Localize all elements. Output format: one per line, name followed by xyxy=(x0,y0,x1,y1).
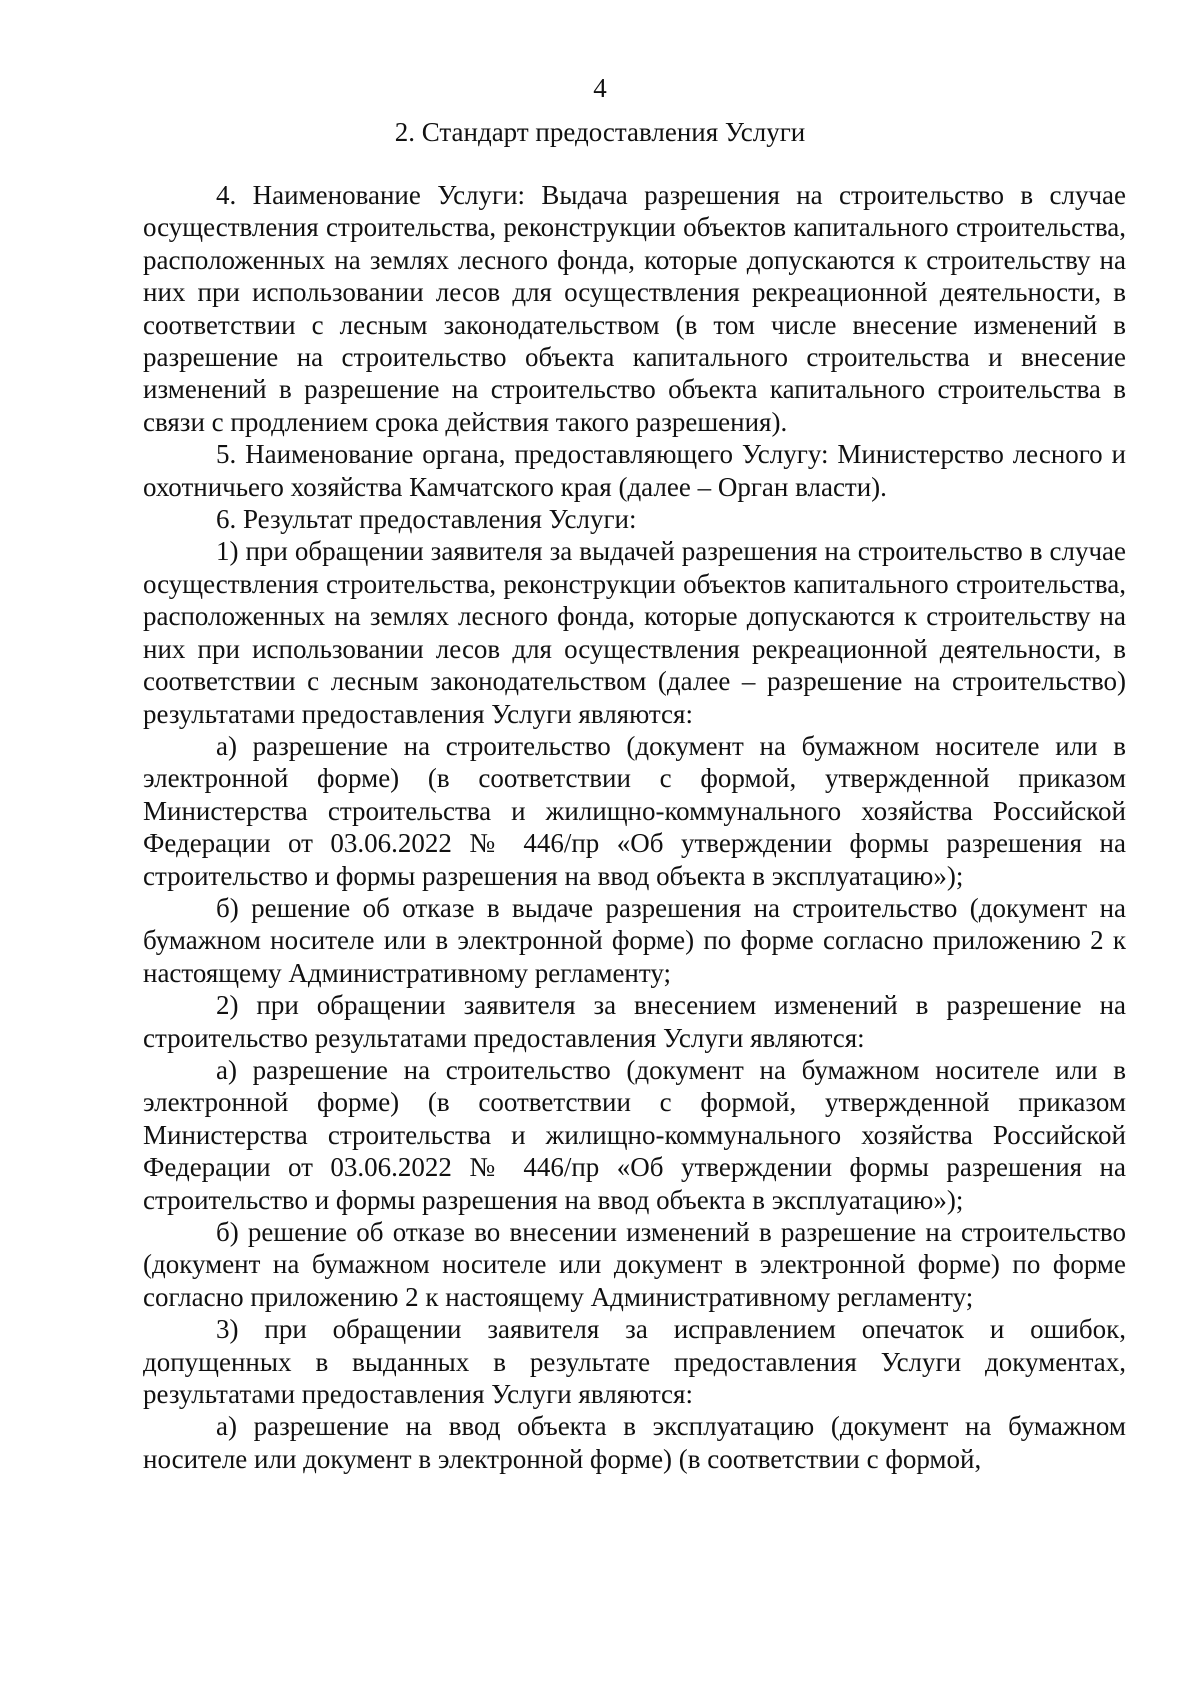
paragraph-subitem-2b: б) решение об отказе во внесении изменений в разрешение на строительство (документ на бумажном носителе или документ в электронной форме) по форме согласно приложению 2 к настоящему Административному регламенту; xyxy=(143,1217,1126,1312)
paragraph-subitem-2a: а) разрешение на строительство (документ на бумажном носителе или в электронной форме) (в соответствии с формой, утвержденной приказом Министерства строительства и жилищно-коммунального хозяйства Российской Федерации от 03.06.2022 № 446/пр «Об утверждении формы разрешения на строительство и формы разрешения на ввод объекта в эксплуатацию»); xyxy=(143,1054,1126,1215)
paragraph-item-4-service-name: 4. Наименование Услуги: Выдача разрешения на строительство в случае осуществления строительства, реконструкции объектов капитального строительства, расположенных на землях лесного фонда, которые допускаются к строительству на них при использовании лесов для осуществления рекреационной деятельности, в соответствии с лесным законодательством (в том числе внесение изменений в разрешение на строительство объекта капитального строительства и внесение изменений в разрешение на строительство объекта капитального строительства в связи с продлением срока действия такого разрешения). xyxy=(143,180,1126,437)
section-title: 2. Стандарт предоставления Услуги xyxy=(394,117,806,147)
paragraph-subitem-3: 3) при обращении заявителя за исправлением опечаток и ошибок, допущенных в выданных в результате предоставления Услуги документах, результатами предоставления Услуги являются: xyxy=(143,1314,1126,1410)
paragraph-subitem-3a: а) разрешение на ввод объекта в эксплуатацию (документ на бумажном носителе или документ в электронной форме) (в соответствии с формой, xyxy=(143,1411,1126,1474)
document-body xyxy=(143,179,1126,1475)
paragraph-subitem-1: 1) при обращении заявителя за выдачей разрешения на строительство в случае осуществления строительства, реконструкции объектов капитального строительства, расположенных на землях лесного фонда, которые допускаются к строительству на них при использовании лесов для осуществления рекреационной деятельности, в соответствии с лесным законодательством (далее – разрешение на строительство) результатами предоставления Услуги являются: xyxy=(143,536,1126,729)
paragraph-item-6-result-heading: 6. Результат предоставления Услуги: xyxy=(216,504,637,535)
paragraph-subitem-2: 2) при обращении заявителя за внесением изменений в разрешение на строительство результатами предоставления Услуги являются: xyxy=(143,990,1126,1053)
paragraph-subitem-1b: б) решение об отказе в выдаче разрешения на строительство (документ на бумажном носителе или в электронной форме) по форме согласно приложению 2 к настоящему Административному регламенту; xyxy=(143,892,1126,988)
paragraph-subitem-1a: а) разрешение на строительство (документ на бумажном носителе или в электронной форме) (в соответствии с формой, утвержденной приказом Министерства строительства и жилищно-коммунального хозяйства Российской Федерации от 03.06.2022 № 446/пр «Об утверждении формы разрешения на строительство и формы разрешения на ввод объекта в эксплуатацию»); xyxy=(143,730,1126,891)
page-number: 4 xyxy=(593,73,607,103)
paragraph-item-5-authority: 5. Наименование органа, предоставляющего Услугу: Министерство лесного и охотничьего хозяйства Камчатского края (далее – Орган власти). xyxy=(143,439,1126,502)
